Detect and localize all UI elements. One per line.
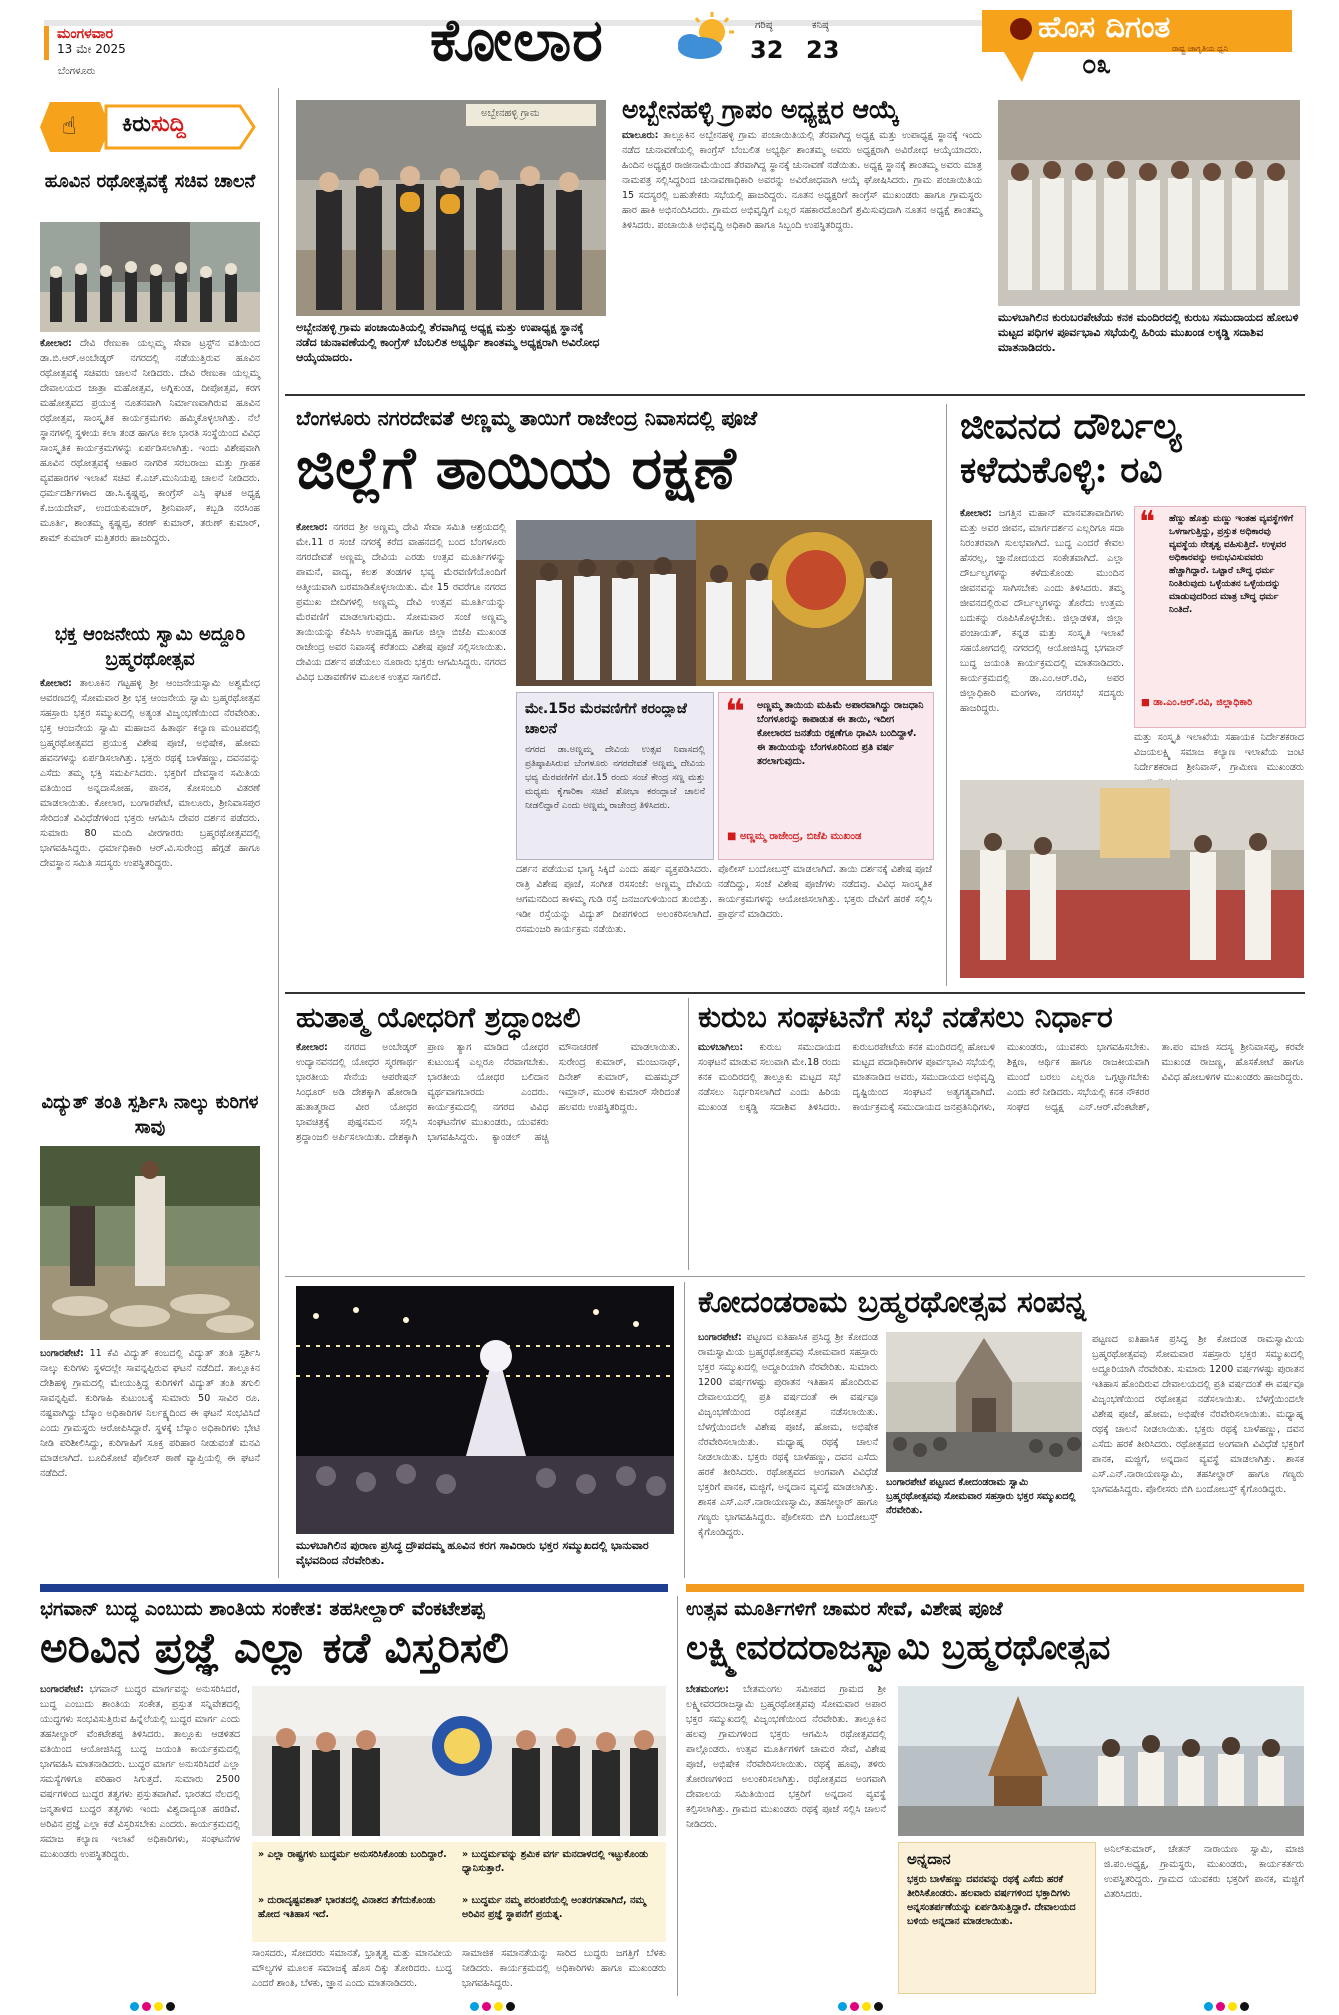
kiru-badge xyxy=(40,92,258,162)
ravi-quote-box xyxy=(1134,506,1306,728)
lead-right-divider xyxy=(946,404,947,986)
bottom-left-bar xyxy=(40,1584,668,1592)
hutatma-title: ಹುತಾತ್ಮ ಯೋಧರಿಗೆ ಶ್ರದ್ಧಾಂಜಲಿ xyxy=(296,1001,581,1034)
pointing-hand-icon: ☝ xyxy=(62,112,77,140)
row2-divider xyxy=(285,992,1305,994)
row1-divider xyxy=(285,394,1305,396)
date-box xyxy=(44,26,277,60)
koda-title: ಕೋದಂಡರಾಮ ಬ್ರಹ್ಮರಥೋತ್ಸವ ಸಂಪನ್ನ xyxy=(698,1285,1087,1320)
left-column-divider xyxy=(278,88,279,1578)
lead-kicker: ಬೆಂಗಳೂರು ನಗರದೇವತೆ ಅಣ್ಣಮ್ಮ ತಾಯಿಗೆ ರಾಜೇಂದ್ರ ನಿವಾಸದಲ್ಲಿ ಪೂಜೆ xyxy=(296,406,758,430)
page-number: ೦೩ xyxy=(1082,50,1112,80)
day-label: ಮಂಗಳವಾರ xyxy=(57,26,114,42)
ravi-photo xyxy=(960,780,1304,978)
kiru-label-a: ಕಿರು xyxy=(122,112,151,137)
max-temp-label: ಗರಿಷ್ಠ xyxy=(755,20,773,31)
registration-marks-far-right xyxy=(1204,1996,1252,2015)
buddha-body xyxy=(40,1682,240,1994)
ravi-quote-icon: ❝ xyxy=(1139,505,1156,540)
mulbagal-meeting-caption: ಮುಳಬಾಗಿಲಿನ ಕುರುಬರಪೇಟೆಯ ಕನಕ ಮಂದಿರದಲ್ಲಿ ಕುರುಬ ಸಮುದಾಯದ ಹೋಬಳಿ ಮಟ್ಟದ ಪಧಿಗಳ ಪೂರ್ವಭಾವಿ ಸಭೆಯಲ್ಲಿ ಹಿರಿಯ ಮುಖಂಡ ಲಕ್ಕಡ್ಡಿ ಸದಾಶಿವ ಮಾತನಾಡಿದರು. xyxy=(998,311,1299,354)
lead-dateline: ಕೋಲಾರ: xyxy=(296,522,328,533)
buddha-bullet-2: » ಬುದ್ಧರ್ಮವನ್ನು ಶ್ರಮಿಕ ವರ್ಗ ಮನದಾಳದಲ್ಲಿ ಇಟ್ಟುಕೊಂಡು ಧ್ಯಾನಿಸುತ್ತಾರೆ. xyxy=(462,1849,649,1874)
abbe-text: ತಾಲ್ಲೂಕಿನ ಅಬ್ಬೇನಹಳ್ಳಿ ಗ್ರಾಮ ಪಂಚಾಯಿತಿಯಲ್ಲಿ ತೆರವಾಗಿದ್ದ ಅಧ್ಯಕ್ಷ ಮತ್ತು ಉಪಾಧ್ಯಕ್ಷ ಸ್ಥಾನಕ್ಕೆ ಇಂದು ನಡೆದ ಚುನಾವಣೆಯಲ್ಲಿ ಕಾಂಗ್ರೆಸ್ ಬೆಂಬಲಿತ ಅಭ್ಯರ್ಥಿ ಶಾಂತಮ್ಮ ಅವರು ಅಧ್ಯಕ್ಷರಾಗಿ ಅವಿರೋಧ ಆಯ್ಕೆಯಾದರು. ಹಿಂದಿನ ಅಧ್ಯಕ್ಷರ ರಾಜೀನಾಮೆಯಿಂದ ತೆರವಾಗಿದ್ದ ಸ್ಥಾನಕ್ಕೆ ಚುನಾವಣೆ ನಡೆಯಿತು. ಅಧ್ಯಕ್ಷ ಸ್ಥಾನಕ್ಕೆ ಶಾಂತಮ್ಮ ಅವರು ಮಾತ್ರ ನಾಮಪತ್ರ ಸಲ್ಲಿಸಿದ್ದರಿಂದ ಚುನಾವಣಾಧಿಕಾರಿ ಅವರನ್ನು ಅವಿರೋಧವಾಗಿ ಆಯ್ಕೆ ಘೋಷಿಸಿದರು. ಗ್ರಾಮ ಪಂಚಾಯಿತಿಯ 15 ಸದಸ್ಯರಲ್ಲಿ ಬಹುತೇಕರು ಸಭೆಯಲ್ಲಿ ಹಾಜರಿದ್ದರು. ನೂತನ ಅಧ್ಯಕ್ಷರಿಗೆ ಕಾಂಗ್ರೆಸ್ ಮುಖಂಡರು ಹಾಗೂ ಗ್ರಾಮಸ್ಥರು ಹಾರ ಹಾಕಿ ಅಭಿನಂದಿಸಿದರು. ಗ್ರಾಮದ ಅಭಿವೃದ್ಧಿಗೆ ಎಲ್ಲರ ಸಹಕಾರದೊಂದಿಗೆ ಶ್ರಮಿಸುವುದಾಗಿ ನೂತನ ಅಧ್ಯಕ್ಷೆ ಶಾಂತಮ್ಮ ತಿಳಿಸಿದರು. ಪಂಚಾಯಿತಿ ಅಭಿವೃದ್ಧಿ ಅಧಿಕಾರಿ ಹಾಗೂ ಸಿಬ್ಬಂದಿ ಉಪಸ್ಥಿತರಿದ್ದರು. xyxy=(622,130,982,231)
koda-text: ಪಟ್ಟಣದ ಐತಿಹಾಸಿಕ ಪ್ರಸಿದ್ಧ ಶ್ರೀ ಕೋದಂಡ ರಾಮಸ್ವಾಮಿಯ ಬ್ರಹ್ಮರಥೋತ್ಸವವು ಸೋಮವಾರ ಸಹಸ್ರಾರು ಭಕ್ತರ ಸಮ್ಮುಖದಲ್ಲಿ ಅದ್ದೂರಿಯಾಗಿ ನೆರವೇರಿತು. ಸುಮಾರು 1200 ವರ್ಷಗಳಷ್ಟು ಪುರಾತನ ಇತಿಹಾಸ ಹೊಂದಿರುವ ದೇವಾಲಯದಲ್ಲಿ ಪ್ರತಿ ವರ್ಷದಂತೆ ಈ ವರ್ಷವೂ ವಿಜೃಂಭಣೆಯಿಂದ ರಥೋತ್ಸವ ನಡೆಸಲಾಯಿತು. ಬೆಳಗ್ಗೆಯಿಂದಲೇ ವಿಶೇಷ ಪೂಜೆ, ಹೋಮ, ಅಭಿಷೇಕ ನೆರವೇರಿಸಲಾಯಿತು. ಮಧ್ಯಾಹ್ನ ರಥಕ್ಕೆ ಚಾಲನೆ ನೀಡಲಾಯಿತು. ಭಕ್ತರು ರಥಕ್ಕೆ ಬಾಳೆಹಣ್ಣು, ದವನ ಎಸೆದು ಹರಕೆ ತೀರಿಸಿದರು. ರಥೋತ್ಸವದ ಅಂಗವಾಗಿ ವಿವಿಧೆಡೆ ಭಕ್ತರಿಗೆ ಪಾನಕ, ಮಜ್ಜಿಗೆ, ಅನ್ನದಾನ ವ್ಯವಸ್ಥೆ ಮಾಡಲಾಗಿತ್ತು. ಶಾಸಕ ಎಸ್.ಎನ್.ನಾರಾಯಣಸ್ವಾಮಿ, ತಹಸೀಲ್ದಾರ್ ಹಾಗೂ ಗಣ್ಯರು ಭಾಗವಹಿಸಿದ್ದರು. ಪೊಲೀಸರು ಬಿಗಿ ಬಂದೋಬಸ್ತ್ ಕೈಗೊಂಡಿದ್ದರು. xyxy=(698,1332,878,1538)
masthead xyxy=(0,0,1339,90)
buddha-bullet-2-text: ಬುದ್ಧರ್ಮವನ್ನು ಶ್ರಮಿಕ ವರ್ಗ ಮನದಾಳದಲ್ಲಿ ಇಟ್ಟುಕೊಂಡು ಧ್ಯಾನಿಸುತ್ತಾರೆ. xyxy=(462,1849,649,1874)
abbe-title: ಅಬ್ಬೇನಹಳ್ಳಿ ಗ್ರಾಪಂ ಅಧ್ಯಕ್ಷರ ಆಯ್ಕೆ xyxy=(622,95,900,124)
kiru-s1-title: ಹೂವಿನ ರಥೋತ್ಸವಕ್ಕೆ ಸಚಿವ ಚಾಲನೆ xyxy=(44,171,256,192)
lead-body-1 xyxy=(296,520,506,986)
lead-quote-by: ■ ಅಣ್ಣಮ್ಮ ರಾಜೇಂದ್ರ, ಬಿಜೆಪಿ ಮುಖಂಡ xyxy=(727,831,862,842)
bottom-center-divider xyxy=(677,1596,678,1996)
lakshmi-body xyxy=(686,1682,886,1994)
karaga-photo xyxy=(296,1286,674,1534)
kuruba-body xyxy=(698,1040,1304,1270)
lakshmi-kicker: ಉತ್ಸವ ಮೂರ್ತಿಗಳಿಗೆ ಚಾಮರ ಸೇವೆ, ವಿಶೇಷ ಪೂಜೆ xyxy=(686,1598,1003,1620)
buddha-photo xyxy=(252,1686,666,1836)
buddha-body-3: ಸಾಮಾಜಿಕ ಸಮಾನತೆಯನ್ನು ಸಾರಿದ ಬುದ್ಧರು ಜಗತ್ತಿಗೆ ಬೆಳಕು ನೀಡಿದರು. ಕಾರ್ಯಕ್ರಮದಲ್ಲಿ ಅಧಿಕಾರಿಗಳು ಹಾಗೂ ಮುಖಂಡರು ಭಾಗವಹಿಸಿದ್ದರು. xyxy=(462,1948,666,1989)
min-temp: 23 xyxy=(806,36,840,64)
buddha-body-2: ಸಾಂಸದರು, ಸೋದರರು ಸಮಾನತೆ, ಭ್ರಾತೃತ್ವ ಮತ್ತು ಮಾನವೀಯ ಮೌಲ್ಯಗಳ ಮೂಲಕ ಸಮಾಜಕ್ಕೆ ಹೊಸ ದಿಕ್ಕು ತೋರಿದರು. ಬುದ್ಧ ಎಂದರೆ ಶಾಂತಿ, ಬೆಳಕು, ಜ್ಞಾನ ಎಂದು ಮಾತನಾಡಿದರು. xyxy=(252,1948,452,1989)
hutatma-body xyxy=(296,1040,680,1270)
lakshmi-box-title: ಅನ್ನದಾನ xyxy=(907,1850,951,1868)
hutatma-text: ನಗರದ ಅಂಬೇಡ್ಕರ್ ಉದ್ಯಾನವನದಲ್ಲಿ ಯೋಧರ ಸ್ಮರಣಾರ್ಥ ಭಾರತೀಯ ಸೇನೆಯ ಆಪರೇಷನ್ ಸಿಂಧೂರ್ ಅಡಿ ದೇಶಕ್ಕಾಗಿ ಹೋರಾಡಿ ಹುತಾತ್ಮರಾದ ವೀರ ಯೋಧರ ಭಾವಚಿತ್ರಕ್ಕೆ ಪುಷ್ಪನಮನ ಸಲ್ಲಿಸಿ ಶ್ರದ್ಧಾಂಜಲಿ ಅರ್ಪಿಸಲಾಯಿತು. ದೇಶಕ್ಕಾಗಿ ಪ್ರಾಣ ತ್ಯಾಗ ಮಾಡಿದ ಯೋಧರ ಕುಟುಂಬಕ್ಕೆ ಎಲ್ಲರೂ ನೆರವಾಗಬೇಕು. ಭಾರತೀಯ ಯೋಧರ ಬಲಿದಾನ ವ್ಯರ್ಥವಾಗಬಾರದು ಎಂದರು. ಕಾರ್ಯಕ್ರಮದಲ್ಲಿ ನಗರದ ವಿವಿಧ ಸಂಘಟನೆಗಳ ಮುಖಂಡರು, ಯುವಕರು ಭಾಗವಹಿಸಿದ್ದರು. ಕ್ಯಾಂಡಲ್ ಹಚ್ಚಿ ಮೌನಾಚರಣೆ ಮಾಡಲಾಯಿತು. ಸುರೇಂದ್ರ ಕುಮಾರ್, ಮಂಜುನಾಥ್, ದಿನೇಶ್ ಕುಮಾರ್, ಮಹಮ್ಮದ್ ಇಮ್ರಾನ್, ಮುರಳಿ ಕುಮಾರ್ ಸೇರಿದಂತೆ ಹಲವರು ಉಪಸ್ಥಿತರಿದ್ದರು. xyxy=(296,1042,680,1143)
ravi-box-by-text: ಡಾ.ಎಂ.ಆರ್.ರವಿ, ಜಿಲ್ಲಾಧಿಕಾರಿ xyxy=(1153,697,1253,708)
kiru-s3-text: 11 ಕೆವಿ ವಿದ್ಯುತ್ ಕಂಬದಲ್ಲಿ ವಿದ್ಯುತ್ ತಂತಿ ಸ್ಪರ್ಶಿಸಿ ನಾಲ್ಕು ಕುರಿಗಳು ಸ್ಥಳದಲ್ಲೇ ಸಾವನ್ನಪ್ಪಿರುವ ಘಟನೆ ನಡೆದಿದೆ. ತಾಲ್ಲೂಕಿನ ದೇಶಿಹಳ್ಳಿ ಗ್ರಾಮದಲ್ಲಿ ಮೇಯುತ್ತಿದ್ದ ಕುರಿಗಳಿಗೆ ವಿದ್ಯುತ್ ತಂತಿ ತಗುಲಿ ಸಾವನ್ನಪ್ಪಿವೆ. ಕುರಿಗಾಹಿ ಕುಟುಂಬಕ್ಕೆ ಸುಮಾರು 50 ಸಾವಿರ ರೂ. ನಷ್ಟವಾಗಿದ್ದು ಬೆಸ್ಕಾಂ ಅಧಿಕಾರಿಗಳ ನಿರ್ಲಕ್ಷ್ಯದಿಂದ ಈ ಘಟನೆ ಸಂಭವಿಸಿದೆ ಎಂದು ಗ್ರಾಮಸ್ಥರು ಆರೋಪಿಸಿದ್ದಾರೆ. ಸ್ಥಳಕ್ಕೆ ಬೆಸ್ಕಾಂ ಅಧಿಕಾರಿಗಳು ಭೇಟಿ ನೀಡಿ ಪರಿಶೀಲಿಸಿದ್ದು, ಕುರಿಗಾಹಿಗೆ ಸೂಕ್ತ ಪರಿಹಾರ ನೀಡುವಂತೆ ಮನವಿ ಮಾಡಲಾಗಿದೆ. ಬೂದಿಕೋಟೆ ಪೊಲೀಸ್ ಠಾಣೆ ವ್ಯಾಪ್ತಿಯಲ್ಲಿ ಈ ಘಟನೆ ನಡೆದಿದೆ. xyxy=(40,1348,260,1479)
lakshmi-dateline: ಬೇತಮಂಗಲ: xyxy=(686,1684,729,1695)
registration-marks-center xyxy=(470,1996,518,2015)
kiru-s2-dateline: ಕೋಲಾರ: xyxy=(40,678,72,689)
kuruba-title: ಕುರುಬ ಸಂಘಟನೆಗೆ ಸಭೆ ನಡೆಸಲು ನಿರ್ಧಾರ xyxy=(698,1000,1113,1035)
abbe-photo xyxy=(296,100,606,316)
date-label: 13 ಮೇ 2025 xyxy=(57,42,126,56)
kiru-s2-title: ಭಕ್ತ ಆಂಜನೇಯ ಸ್ವಾಮಿ ಅದ್ದೂರಿ ಬ್ರಹ್ಮರಥೋತ್ಸವ xyxy=(54,624,246,670)
buddha-bullet-3: » ದುರಾದೃಷ್ಟವಶಾತ್ ಭಾರತದಲ್ಲಿ ವಿನಾಶದ ತೆಗೆದುಕೊಂಡು ಹೋದ ಇತಿಹಾಸ ಇದೆ. xyxy=(258,1895,436,1920)
lakshmi-text: ಬೇತಮಂಗಲ ಸಮೀಪದ ಗ್ರಾಮದ ಶ್ರೀ ಲಕ್ಷ್ಮೀವರದರಾಜಸ್ವಾಮಿ ಬ್ರಹ್ಮರಥೋತ್ಸವವು ಸೋಮವಾರ ಅಪಾರ ಭಕ್ತರ ಸಮ್ಮುಖದಲ್ಲಿ ವಿಜೃಂಭಣೆಯಿಂದ ನೆರವೇರಿತು. ತಾಲ್ಲೂಕಿನ ಹಲವು ಗ್ರಾಮಗಳಿಂದ ಭಕ್ತರು ಆಗಮಿಸಿ ರಥೋತ್ಸವದಲ್ಲಿ ಪಾಲ್ಗೊಂಡರು. ಉತ್ಸವ ಮೂರ್ತಿಗಳಿಗೆ ಚಾಮರ ಸೇವೆ, ವಿಶೇಷ ಪೂಜೆ, ಅಭಿಷೇಕ ನೆರವೇರಿಸಲಾಯಿತು. ರಥಕ್ಕೆ ಹೂವು, ತಳಿರು ತೋರಣಗಳಿಂದ ಅಲಂಕರಿಸಲಾಗಿತ್ತು. ರಥೋತ್ಸವದ ಅಂಗವಾಗಿ ದೇವಾಲಯ ಸಮಿತಿಯಿಂದ ಭಕ್ತರಿಗೆ ಅನ್ನದಾನ ವ್ಯವಸ್ಥೆ ಕಲ್ಪಿಸಲಾಗಿತ್ತು. ಗ್ರಾಮದ ಮುಖಂಡರು ರಥಕ್ಕೆ ಪೂಜೆ ಸಲ್ಲಿಸಿ ಚಾಲನೆ ನೀಡಿದರು. xyxy=(686,1684,886,1830)
kiru-s2-text: ತಾಲೂಕಿನ ಗಟ್ಟಹಳ್ಳಿ ಶ್ರೀ ಆಂಜನೇಯಸ್ವಾಮಿ ಅಶ್ವಮೇಧ ಆವರಣದಲ್ಲಿ ಸೋಮವಾರ ಶ್ರೀ ಭಕ್ತ ಆಂಜನೇಯ ಸ್ವಾಮಿ ಬ್ರಹ್ಮರಥೋತ್ಸವ ಸಹಸ್ರಾರು ಭಕ್ತರ ಸಮ್ಮುಖದಲ್ಲಿ ಅತ್ಯಂತ ವಿಜೃಂಭಣೆಯಿಂದ ನೆರವೇರಿತು. ಭಕ್ತ ಆಂಜನೇಯ ಸ್ವಾಮಿ ಮಹಾಜನ ಹಿತಾರ್ಥ ಕಲ್ಯಾಣ ಮಂಟಪದಲ್ಲಿ ಬ್ರಹ್ಮರಥೋತ್ಸವದ ಪ್ರಯುಕ್ತ ವಿಶೇಷ ಪೂಜೆ, ಅಭಿಷೇಕ, ಹೋಮ ಹವನಗಳನ್ನು ಏರ್ಪಡಿಸಲಾಗಿತ್ತು. ಭಕ್ತರು ರಥಕ್ಕೆ ಬಾಳೆಹಣ್ಣು, ದವನವನ್ನು ಎಸೆದು ತಮ್ಮ ಭಕ್ತಿ ಸಮರ್ಪಿಸಿದರು. ಭಕ್ತರಿಗೆ ದೇವಸ್ಥಾನ ಸಮಿತಿಯ ವತಿಯಿಂದ ಅನ್ನದಾಸೋಹ, ಪಾನಕ, ಕೋಸಂಬರಿ ವಿತರಣೆ ಮಾಡಲಾಯಿತು. ಕೋಲಾರ, ಬಂಗಾರಪೇಟೆ, ಮಾಲೂರು, ಶ್ರೀನಿವಾಸಪುರ ಸೇರಿದಂತೆ ವಿವಿಧೆಡೆಗಳಿಂದ ಭಕ್ತರು ಆಗಮಿಸಿ ದೇವರ ದರ್ಶನ ಪಡೆದರು. ಸುಮಾರು 80 ಮಂದಿ ವೀರಗಾರರು ಬ್ರಹ್ಮರಥೋತ್ಸವದಲ್ಲಿ ಭಾಗವಹಿಸಿದ್ದರು. ಧರ್ಮಾಧಿಕಾರಿ ಆರ್.ವಿ.ಸುರೇಂದ್ರ ಹೆಗ್ಗಡೆ ಹಾಗೂ ದೇವಸ್ಥಾನ ಸಮಿತಿ ಸದಸ್ಯರು ಉಪಸ್ಥಿತರಿದ್ದರು. xyxy=(40,678,260,869)
kiru-label-b: ಸುದ್ದಿ xyxy=(150,112,186,137)
abbe-sign: ಅಬ್ಬೇನಹಳ್ಳಿ ಗ್ರಾಮ xyxy=(481,108,540,119)
lead-box-body: ನಗರದ ಡಾ.ಅಣ್ಣಮ್ಮ ದೇವಿಯ ಉತ್ಸವ ನಿವಾಸದಲ್ಲಿ ಪ್ರತಿಷ್ಠಾಪಿಸಿರುವ ಬೆಂಗಳೂರು ನಗರದೇವತೆ ಅಣ್ಣಮ್ಮ ದೇವಿಯ ಭವ್ಯ ಮೆರವಣಿಗೆಗೆ ಮೇ.15 ರಂದು ಸಂಜೆ ಕೇಂದ್ರ ಸಣ್ಣ ಮತ್ತು ಮಧ್ಯಮ ಕೈಗಾರಿಕಾ ಸಚಿವೆ ಶೋಭಾ ಕರಂದ್ಲಾಜೆ ಚಾಲನೆ ನೀಡಲಿದ್ದಾರೆ ಎಂದು ಅಣ್ಣಮ್ಮ ರಾಜೇಂದ್ರ ತಿಳಿಸಿದರು. xyxy=(525,745,705,811)
mulbagal-meeting-photo xyxy=(998,100,1300,306)
lead-text-1: ನಗರದ ಶ್ರೀ ಅಣ್ಣಮ್ಮ ದೇವಿ ಸೇವಾ ಸಮಿತಿ ಆಶ್ರಯದಲ್ಲಿ ಮೇ.11 ರ ಸಂಜೆ ನಗರಕ್ಕೆ ಕರೆದ ವಾಹನದಲ್ಲಿ ಬಂದ ಬೆಂಗಳೂರು ನಗರದೇವತೆ ಅಣ್ಣಮ್ಮ ದೇವಿಯ ಎರಡು ಉತ್ಸವ ಮೂರ್ತಿಗಳನ್ನು ಪಾಮನೆ, ವಾದ್ಯ, ಕಲಶ ತಂಡಗಳ ಭವ್ಯ ಮೆರವಣಿಗೆಯೊಂದಿಗೆ ಆತ್ಮೀಯವಾಗಿ ಬರಮಾಡಿಕೊಳ್ಳಲಾಯಿತು. ಮೇ 15 ರವರೆಗೂ ನಗರದ ಪ್ರಮುಖ ಬೀದಿಗಳಲ್ಲಿ ಅಣ್ಣಮ್ಮ ದೇವಿ ಉತ್ಸವ ಮೂರ್ತಿಯನ್ನು ಮೆರವಣಿಗೆ ಮಾಡಲಾಗುವುದು. ಸೋಮವಾರ ಸಂಜೆ ಅಣ್ಣಮ್ಮ ತಾಯಿಯನ್ನು ಕೆಪಿಸಿಸಿ ಉಪಾಧ್ಯಕ್ಷ ಹಾಗೂ ಜಿಲ್ಲಾ ಬಿಜೆಪಿ ಮುಖಂಡ ರಾಜೇಂದ್ರ ಅವರ ನಿವಾಸಕ್ಕೆ ಕರೆತಂದು ವಿಶೇಷ ಪೂಜೆ ಸಲ್ಲಿಸಲಾಯಿತು. ದೇವಿಯ ದರ್ಶನ ಪಡೆಯಲು ನೂರಾರು ಭಕ್ತರು ಆಗಮಿಸಿದ್ದರು. ನಗರದ ವಿವಿಧ ಬಡಾವಣೆಗಳ ಮೂಲಕ ಉತ್ಸವ ಸಾಗಲಿದೆ. xyxy=(296,522,506,683)
buddha-headline: ಅರಿವಿನ ಪ್ರಜ್ಞೆ ಎಲ್ಲಾ ಕಡೆ ವಿಸ್ತರಿಸಲಿ xyxy=(40,1623,509,1672)
buddha-bullet-3-text: ದುರಾದೃಷ್ಟವಶಾತ್ ಭಾರತದಲ್ಲಿ ವಿನಾಶದ ತೆಗೆದುಕೊಂಡು ಹೋದ ಇತಿಹಾಸ ಇದೆ. xyxy=(258,1895,436,1920)
brand-logo-icon xyxy=(1010,18,1032,40)
kiru-s3-dateline: ಬಂಗಾರಪೇಟೆ: xyxy=(40,1348,84,1359)
buddha-kicker: ಭಗವಾನ್ ಬುದ್ಧ ಎಂಬುದು ಶಾಂತಿಯ ಸಂಕೇತ: ತಹಸೀಲ್ದಾರ್ ವೆಂಕಟೇಶಪ್ಪ xyxy=(40,1598,485,1620)
kuruba-dateline: ಮುಳಬಾಗಿಲು: xyxy=(698,1042,744,1053)
kiru-s1-photo xyxy=(40,222,260,332)
kiru-s1-text: ದೇವಿ ರೇಣುಕಾ ಯಲ್ಲಮ್ಮ ಸೇವಾ ಟ್ರಸ್ಟ್‌ನ ವತಿಯಿಂದ ಡಾ.ಬಿ.ಆರ್.ಅಂಬೇಡ್ಕರ್ ನಗರದಲ್ಲಿ ನಡೆಯುತ್ತಿರುವ ಹೂವಿನ ರಥೋತ್ಸವಕ್ಕೆ ಸಚಿವರು ಚಾಲನೆ ನೀಡಿದರು. ದೇವಿ ರೇಣುಕಾ ಯಲ್ಲಮ್ಮ ದೇವಾಲಯದ ಜಾತ್ರಾ ಮಹೋತ್ಸವ, ಅಗ್ನಿಕುಂಡ, ದೀಪೋತ್ಸವ, ಕರಗ ಮಹೋತ್ಸವದ ಪ್ರಯುಕ್ತ ನೂತನವಾಗಿ ನಿರ್ಮಾಣವಾಗಿರುವ ಹೂವಿನ ರಥೋತ್ಸವ, ಸಾಂಸ್ಕೃತಿಕ ಕಾರ್ಯಕ್ರಮಗಳು ಹಮ್ಮಿಕೊಳ್ಳಲಾಗಿತ್ತು. ನೆಲೆ ಸ್ಥಾನಗಳಲ್ಲಿ ಸ್ಥಳೀಯ ಕಲಾ ತಂಡ ಹಾಗೂ ಕಲಾ ಭಾರತಿ ಸಂಸ್ಥೆಯಿಂದ ವಿವಿಧ ಸಾಂಸ್ಕೃತಿಕ ಕಾರ್ಯಕ್ರಮಗಳನ್ನು ಏರ್ಪಡಿಸಲಾಗಿತ್ತು. ಇಂದು ವಿಶೇಷವಾಗಿ ಹೂವಿನ ರಥೋತ್ಸವಕ್ಕೆ ಆಹಾರ ನಾಗರಿಕ ಸರಬರಾಜು ಮತ್ತು ಗ್ರಾಹಕ ವ್ಯವಹಾರಗಳ ಇಲಾಖೆ ಸಚಿವ ಕೆ.ಎಚ್.ಮುನಿಯಪ್ಪ ಚಾಲನೆ ನೀಡಿದರು. ಧರ್ಮದರ್ಶಿಗಳಾದ ಡಾ.ಸಿ.ಕೃಷ್ಣಪ್ಪ, ಕಾಂಗ್ರೆಸ್ ಎಸ್ಸಿ ಘಟಕ ಅಧ್ಯಕ್ಷ ಕೆ.ಜಯದೇವ್, ಉದಯಕುಮಾರ್, ಶ್ರೀನಿವಾಸ್, ಕಬ್ಬಡಿ ನರಸಿಂಹ ಮೂರ್ತಿ, ಶಾಂತಮ್ಮ ಕೃಷ್ಣಪ್ಪ, ಕರಣ್ ಕುಮಾರ್, ತರುಣ್ ಕುಮಾರ್, ಶಾಮ್ ಕುಮಾರ್ ಮತ್ತಿತರರು ಹಾಜರಿದ್ದರು. xyxy=(40,338,260,544)
brand-name: ಹೊಸ ದಿಗಂತ xyxy=(1038,10,1171,45)
lead-quote-text: ಅಣ್ಣಮ್ಮ ತಾಯಿಯ ಮಹಿಮೆ ಅಪಾರವಾಗಿದ್ದು ರಾಜಧಾನಿ ಬೆಂಗಳೂರನ್ನು ಕಾಪಾಡುತ ಈ ತಾಯಿ, ಇದೀಗ ಕೋಲಾರದ ಜನತೆಯ ರಕ್ಷಣೆಗೂ ಧಾವಿಸಿ ಬಂದಿದ್ದಾಳೆ. ಈ ತಾಯಿಯನ್ನು ಬೆಂಗಳೂರಿನಿಂದ ಪ್ರತಿ ವರ್ಷ ತರಲಾಗುವುದು. xyxy=(757,700,924,767)
buddha-bullet-4-text: ಬುದ್ಧರ್ಮ ನಮ್ಮ ಪರಂಪರೆಯಲ್ಲಿ ಅಂತರಗತವಾಗಿದೆ, ನಮ್ಮ ಅರಿವಿನ ಪ್ರಜ್ಞೆ ಸ್ಥಾಪನೆಗೆ ಪ್ರಯತ್ನ. xyxy=(462,1895,646,1920)
lead-quote-box xyxy=(718,692,934,860)
registration-marks-right xyxy=(838,1996,886,2015)
lead-quote-by-text: ಅಣ್ಣಮ್ಮ ರಾಜೇಂದ್ರ, ಬಿಜೆಪಿ ಮುಖಂಡ xyxy=(739,831,862,842)
lead-info-box xyxy=(516,692,714,860)
kuruba-text: ಕುರುಬ ಸಮುದಾಯದ ಸಂಘಟನೆ ಮಾಡುವ ಸಲುವಾಗಿ ಮೇ.18 ರಂದು ಕನಕ ಮಂದಿರದಲ್ಲಿ ತಾಲ್ಲೂಕು ಮಟ್ಟದ ಸಭೆ ನಡೆಸಲು ನಿರ್ಧರಿಸಲಾಗಿದೆ ಎಂದು ಹಿರಿಯ ಮುಖಂಡ ಲಕ್ಕಡ್ಡಿ ಸದಾಶಿವ ತಿಳಿಸಿದರು. ಕುರುಬರಪೇಟೆಯ ಕನಕ ಮಂದಿರದಲ್ಲಿ ಹೋಬಳಿ ಮಟ್ಟದ ಪದಾಧಿಕಾರಿಗಳ ಪೂರ್ವಭಾವಿ ಸಭೆಯಲ್ಲಿ ಮಾತನಾಡಿದ ಅವರು, ಸಮುದಾಯದ ಅಭಿವೃದ್ಧಿ ದೃಷ್ಟಿಯಿಂದ ಸಂಘಟನೆ ಅತ್ಯಗತ್ಯವಾಗಿದೆ. ಕಾರ್ಯಕ್ರಮಕ್ಕೆ ಸಮುದಾಯದ ಜನಪ್ರತಿನಿಧಿಗಳು, ಮುಖಂಡರು, ಯುವಕರು ಭಾಗವಹಿಸಬೇಕು. ಶಿಕ್ಷಣ, ಆರ್ಥಿಕ ಹಾಗೂ ರಾಜಕೀಯವಾಗಿ ಮುಂದೆ ಬರಲು ಎಲ್ಲರೂ ಒಗ್ಗಟ್ಟಾಗಬೇಕು ಎಂದು ಕರೆ ನೀಡಿದರು. ಸಭೆಯಲ್ಲಿ ಕನಕ ನೌಕರರ ಸಂಘದ ಅಧ್ಯಕ್ಷ ಎನ್.ಆರ್.ವೆಂಕಟೇಶ್, ತಾ.ಪಂ ಮಾಜಿ ಸದಸ್ಯ ಶ್ರೀನಿವಾಸಪ್ಪ, ಕರವೇ ಮುಖಂಡ ರಾಜಣ್ಣ, ಹೊಸಕೋಟೆ ಹಾಗೂ ವಿವಿಧ ಹೋಬಳಿಗಳ ಮುಖಂಡರು ಹಾಜರಿದ್ದರು. xyxy=(698,1042,1304,1113)
lead-body-3: ಪೊಲೀಸ್ ಬಂದೋಬಸ್ತ್ ಮಾಡಲಾಗಿದೆ. ತಾಯಿ ದರ್ಶನಕ್ಕೆ ವಿಶೇಷ ಪೂಜೆ ನಡೆದಿದ್ದು, ಸಂಜೆ ವಿಶೇಷ ಪೂಜೆಗಳು ನಡೆದವು. ವಿವಿಧ ಸಾಂಸ್ಕೃತಿಕ ಕಾರ್ಯಕ್ರಮಗಳನ್ನು ಆಯೋಜಿಸಲಾಗಿತ್ತು. ಭಕ್ತರು ದೇವಿಗೆ ಹರಕೆ ಸಲ್ಲಿಸಿ ಪ್ರಾರ್ಥನೆ ಮಾಡಿದರು. xyxy=(718,864,932,920)
weather-icon xyxy=(670,12,740,62)
lakshmi-body-2: ಅನಿಲ್‌ಕುಮಾರ್, ಚೇತನ್ ನಾರಾಯಣ ಸ್ವಾಮಿ, ಮಾಜಿ ಜಿ.ಪಂ.ಅಧ್ಯಕ್ಷ, ಗ್ರಾಮಸ್ಥರು, ಮುಖಂಡರು, ಕಾರ್ಯಕರ್ತರು ಉಪಸ್ಥಿತರಿದ್ದರು. ಗ್ರಾಮದ ಯುವಕರು ಭಕ್ತರಿಗೆ ಪಾನಕ, ಮಜ್ಜಿಗೆ ವಿತರಿಸಿದರು. xyxy=(1104,1844,1304,1900)
koda-body xyxy=(698,1330,878,1578)
karaga-caption: ಮುಳಬಾಗಿಲಿನ ಪುರಾಣ ಪ್ರಸಿದ್ಧ ದ್ರೌಪದಮ್ಮ ಹೂವಿನ ಕರಗ ಸಾವಿರಾರು ಭಕ್ತರ ಸಮ್ಮುಖದಲ್ಲಿ ಭಾನುವಾರ ವೈಭವದಿಂದ ನೆರವೇರಿತು. xyxy=(296,1539,649,1567)
buddha-bullet-1-text: ಎಲ್ಲಾ ರಾಷ್ಟ್ರಗಳು ಬುದ್ಧರ್ಮ ಅನುಸರಿಸಿಕೊಂಡು ಬಂದಿದ್ದಾರೆ. xyxy=(267,1849,447,1860)
abbe-body xyxy=(622,128,982,384)
kiru-s2-body xyxy=(40,676,260,1086)
buddha-bullets xyxy=(252,1842,666,1942)
lakshmi-box xyxy=(898,1842,1096,1994)
koda-body-2: ಪಟ್ಟಣದ ಐತಿಹಾಸಿಕ ಪ್ರಸಿದ್ಧ ಶ್ರೀ ಕೋದಂಡ ರಾಮಸ್ವಾಮಿಯ ಬ್ರಹ್ಮರಥೋತ್ಸವವು ಸೋಮವಾರ ಸಹಸ್ರಾರು ಭಕ್ತರ ಸಮ್ಮುಖದಲ್ಲಿ ಅದ್ದೂರಿಯಾಗಿ ನೆರವೇರಿತು. ಸುಮಾರು 1200 ವರ್ಷಗಳಷ್ಟು ಪುರಾತನ ಇತಿಹಾಸ ಹೊಂದಿರುವ ದೇವಾಲಯದಲ್ಲಿ ಪ್ರತಿ ವರ್ಷದಂತೆ ಈ ವರ್ಷವೂ ವಿಜೃಂಭಣೆಯಿಂದ ರಥೋತ್ಸವ ನಡೆಸಲಾಯಿತು. ಬೆಳಗ್ಗೆಯಿಂದಲೇ ವಿಶೇಷ ಪೂಜೆ, ಹೋಮ, ಅಭಿಷೇಕ ನೆರವೇರಿಸಲಾಯಿತು. ಮಧ್ಯಾಹ್ನ ರಥಕ್ಕೆ ಚಾಲನೆ ನೀಡಲಾಯಿತು. ಭಕ್ತರು ರಥಕ್ಕೆ ಬಾಳೆಹಣ್ಣು, ದವನ ಎಸೆದು ಹರಕೆ ತೀರಿಸಿದರು. ರಥೋತ್ಸವದ ಅಂಗವಾಗಿ ವಿವಿಧೆಡೆ ಭಕ್ತರಿಗೆ ಪಾನಕ, ಮಜ್ಜಿಗೆ, ಅನ್ನದಾನ ವ್ಯವಸ್ಥೆ ಮಾಡಲಾಗಿತ್ತು. ಶಾಸಕ ಎಸ್.ಎನ್.ನಾರಾಯಣಸ್ವಾಮಿ, ತಹಸೀಲ್ದಾರ್ ಹಾಗೂ ಗಣ್ಯರು ಭಾಗವಹಿಸಿದ್ದರು. ಪೊಲೀಸರು ಬಿಗಿ ಬಂದೋಬಸ್ತ್ ಕೈಗೊಂಡಿದ್ದರು. xyxy=(1092,1334,1304,1495)
kiru-s1-body xyxy=(40,336,260,612)
registration-marks-left xyxy=(130,1996,178,2015)
lakshmi-box-body: ಭಕ್ತರು ಬಾಳೆಹಣ್ಣು ದವನವನ್ನು ರಥಕ್ಕೆ ಎಸೆದು ಹರಕೆ ತೀರಿಸಿಕೊಂಡರು. ಹಲವಾರು ವರ್ಷಗಳಿಂದ ಭಕ್ತಾದಿಗಳು ಅನ್ನಸಂತರ್ಪಣೆಯನ್ನು ಏರ್ಪಡಿಸುತ್ತಿದ್ದಾರೆ. ದೇವಾಲಯದ ಬಳಿಯ ಅನ್ನದಾನ ಮಾಡಲಾಯಿತು. xyxy=(907,1874,1076,1927)
abbe-dateline: ಮಾಲೂರು: xyxy=(622,130,659,141)
kiru-s3-photo xyxy=(40,1146,260,1340)
bottom-right-bar xyxy=(686,1584,1304,1592)
buddha-bullet-4: » ಬುದ್ಧರ್ಮ ನಮ್ಮ ಪರಂಪರೆಯಲ್ಲಿ ಅಂತರಗತವಾಗಿದೆ, ನಮ್ಮ ಅರಿವಿನ ಪ್ರಜ್ಞೆ ಸ್ಥಾಪನೆಗೆ ಪ್ರಯತ್ನ. xyxy=(462,1895,646,1920)
ravi-text: ಜಗತ್ತಿನ ಮಹಾನ್ ಮಾನವತಾವಾದಿಗಳು ಮತ್ತು ಅವರ ಜೀವನ, ಮಾರ್ಗದರ್ಶನ ಎಲ್ಲರಿಗೂ ಸದಾ ನಿರಂತರವಾಗಿ ಸುಲಭವಾಗಿದೆ. ಬುದ್ಧ ಎಂದರೆ ಕೇವಲ ಹೆಸರಲ್ಲ, ಜ್ಞಾನೋದಯದ ಸಂಕೇತವಾಗಿದೆ. ಎಲ್ಲಾ ದೌರ್ಬಲ್ಯಗಳನ್ನು ಕಳೆದುಕೊಂಡು ಮುಂದಿನ ಜೀವನವನ್ನು ಸಾಗಿಸಬೇಕು ಎಂದು ತಿಳಿಸಿದರು. ತಮ್ಮ ಜೀವನದಲ್ಲಿರುವ ದೌರ್ಬಲ್ಯಗಳನ್ನು ತೊರೆದು ಉತ್ತಮ ಬದುಕನ್ನು ರೂಪಿಸಿಕೊಳ್ಳಬೇಕು. ಜಿಲ್ಲಾಡಳಿತ, ಜಿಲ್ಲಾ ಪಂಚಾಯತ್, ಕನ್ನಡ ಮತ್ತು ಸಂಸ್ಕೃತಿ ಇಲಾಖೆ ಸಹಯೋಗದಲ್ಲಿ ನಗರದಲ್ಲಿ ಆಯೋಜಿಸಿದ್ದ ಭಗವಾನ್ ಬುದ್ಧ ಜಯಂತಿ ಕಾರ್ಯಕ್ರಮದಲ್ಲಿ ಮಾತನಾಡಿದರು. ಕಾರ್ಯಕ್ರಮದಲ್ಲಿ ಡಾ.ಎಂ.ಆರ್.ರವಿ, ಅಪರ ಜಿಲ್ಲಾಧಿಕಾರಿ ಮಂಗಳಾ, ನಗರಸಭೆ ಸದಸ್ಯರು ಹಾಜರಿದ್ದರು. xyxy=(960,508,1124,714)
ravi-dateline: ಕೋಲಾರ: xyxy=(960,508,992,519)
brand-tagline: ರಾಷ್ಟ್ರ ಜಾಗೃತಿಯ ಧ್ವನಿ xyxy=(1172,44,1229,53)
koda-dateline: ಬಂಗಾರಪೇಟೆ: xyxy=(698,1332,742,1343)
ravi-body-2: ಮತ್ತು ಸಂಸ್ಕೃತಿ ಇಲಾಖೆಯ ಸಹಾಯಕ ನಿರ್ದೇಶಕರಾದ ವಿಜಯಲಕ್ಷ್ಮಿ ಸಮಾಜ ಕಲ್ಯಾಣ ಇಲಾಖೆಯ ಜಂಟಿ ನಿರ್ದೇಶಕರಾದ ಶ್ರೀನಿವಾಸ್, ಗ್ರಾಮೀಣ ಮುಖಂಡರು xyxy=(1134,732,1304,773)
kiru-label xyxy=(122,112,186,137)
min-temp-label: ಕನಿಷ್ಠ xyxy=(812,20,829,31)
buddha-bullet-1: » ಎಲ್ಲಾ ರಾಷ್ಟ್ರಗಳು ಬುದ್ಧರ್ಮ ಅನುಸರಿಸಿಕೊಂಡು ಬಂದಿದ್ದಾರೆ. xyxy=(258,1849,447,1860)
hutatma-dateline: ಕೋಲಾರ: xyxy=(296,1042,328,1053)
city-label: ಬೆಂಗಳೂರು xyxy=(58,66,96,77)
lead-body-2: ದರ್ಶನ ಪಡೆಯುವ ಭಾಗ್ಯ ಸಿಕ್ಕಿದೆ ಎಂದು ಹರ್ಷ ವ್ಯಕ್ತಪಡಿಸಿದರು. ರಾತ್ರಿ ವಿಶೇಷ ಪೂಜೆ, ಸಂಗೀತ ರಸಸಂಜೆ: ಅಣ್ಣಮ್ಮ ದೇವಿಯ ಆಗಮನದಿಂದ ಕಾಳಮ್ಮ ಗುಡಿ ರಸ್ತೆ ಜನಜಂಗುಳಿಯಿಂದ ತುಂಬಿತ್ತು. ಇಡೀ ರಸ್ತೆಯನ್ನು ವಿದ್ಯುತ್ ದೀಪಗಳಿಂದ ಅಲಂಕರಿಸಲಾಗಿದೆ. ರಸಮಂಜರಿ ಕಾರ್ಯಕ್ರಮ ನಡೆಯಿತು. xyxy=(516,864,712,935)
lakshmi-headline: ಲಕ್ಷ್ಮೀವರದರಾಜಸ್ವಾಮಿ ಬ್ರಹ್ಮರಥೋತ್ಸವ xyxy=(686,1628,1111,1668)
kiru-s1-dateline: ಕೋಲಾರ: xyxy=(40,338,72,349)
lead-box-title: ಮೇ.15ರ ಮೆರವಣಿಗೆಗೆ ಕರಂದ್ಲಾಜೆ ಚಾಲನೆ xyxy=(525,701,687,737)
koda-divider xyxy=(684,1282,685,1578)
row3-divider xyxy=(285,1276,1305,1277)
buddha-text: ಭಗವಾನ್ ಬುದ್ಧರ ಮಾರ್ಗವನ್ನು ಅನುಸರಿಸಿದರೆ, ಬುದ್ಧ ಎಂಬುದು ಶಾಂತಿಯ ಸಂಕೇತ, ಪ್ರಸ್ತುತ ಸನ್ನಿವೇಶದಲ್ಲಿ ಯುದ್ಧಗಳು ಸಂಭವಿಸುತ್ತಿರುವ ಹಿನ್ನೆಲೆಯಲ್ಲಿ ಬುದ್ಧರ ಮಾರ್ಗ ಎಂದು ತಹಸೀಲ್ದಾರ್ ವೆಂಕಟೇಶಪ್ಪ ತಿಳಿಸಿದರು. ತಾಲ್ಲೂಕು ಆಡಳಿತದ ವತಿಯಿಂದ ಆಯೋಜಿಸಿದ್ದ ಬುದ್ಧ ಜಯಂತಿ ಕಾರ್ಯಕ್ರಮದಲ್ಲಿ ಭಾಗವಹಿಸಿ ಮಾತನಾಡಿದರು. ಬುದ್ಧರ ಮಾರ್ಗ ಅನುಸರಿಸಿದರೆ ಎಲ್ಲಾ ಸಮಸ್ಯೆಗಳಿಗೂ ಪರಿಹಾರ ಸಿಗುತ್ತದೆ. ಸುಮಾರು 2500 ವರ್ಷಗಳಿಂದ ಬುದ್ಧರ ತತ್ವಗಳು ಪ್ರಸ್ತುತವಾಗಿವೆ. ಭಾರತದ ನೆಲದಲ್ಲಿ ಜನ್ಮತಾಳಿದ ಬುದ್ಧರ ತತ್ವಗಳು ಇಂದು ವಿಶ್ವದಾದ್ಯಂತ ಹರಡಿವೆ. ಅರಿವಿನ ಪ್ರಜ್ಞೆ ಎಲ್ಲಾ ಕಡೆ ವಿಸ್ತರಿಸಬೇಕು ಎಂದರು. ಕಾರ್ಯಕ್ರಮದಲ್ಲಿ ಸಮಾಜ ಕಲ್ಯಾಣ ಇಲಾಖೆ ಅಧಿಕಾರಿಗಳು, ಸಂಘಟನೆಗಳ ಮುಖಂಡರು ಉಪಸ್ಥಿತರಿದ್ದರು. xyxy=(40,1684,240,1860)
kiru-s3-body xyxy=(40,1346,260,1566)
ravi-box-text: ಹೆಣ್ಣು ಹೊತ್ತು ಮಣ್ಣು ಇಂತಹ ವ್ಯವಸ್ಥೆಗಳಿಗೆ ಒಳಗಾಗುತ್ತಿದ್ದು, ಪ್ರಸ್ತುತ ಅಧಿಕಾರವು ವ್ಯವಸ್ಥೆಯ ನೇತೃತ್ವ ವಹಿಸುತ್ತಿದೆ. ಉಳ್ಳವರ ಅಧಿಕಾರವನ್ನು ಅನುಭವಿಸುವವರು ಹೆಚ್ಚಾಗಿದ್ದಾರೆ. ಒಟ್ಟಾರೆ ಬೌದ್ಧ ಧರ್ಮ ನಿಂತಿರುವುದು ಒಳ್ಳೆಯತನ ಒಳ್ಳೆಯದನ್ನು ಮಾಡುವುದರಿಂದ ಮಾತ್ರ ಬೌದ್ಧ ಧರ್ಮ ನಿಂತಿದೆ. xyxy=(1169,514,1294,615)
lead-headline: ಜಿಲ್ಲೆಗೆ ತಾಯಿಯ ರಕ್ಷಣೆ xyxy=(296,434,736,502)
quote-icon: ❝ xyxy=(725,692,745,732)
ravi-body xyxy=(960,506,1124,774)
koda-temple-caption: ಬಂಗಾರಪೇಟೆ ಪಟ್ಟಣದ ಕೋದಂಡರಾಮ ಸ್ವಾಮಿ ಬ್ರಹ್ಮರಥೋತ್ಸವವು ಸೋಮವಾರ ಸಹಸ್ರಾರು ಭಕ್ತರ ಸಮ್ಮುಖದಲ್ಲಿ ನೆರವೇರಿತು. xyxy=(886,1477,1076,1516)
lakshmi-photo xyxy=(898,1686,1304,1836)
brand-box xyxy=(982,4,1302,82)
lead-photo xyxy=(516,520,932,686)
kiru-s3-title: ವಿದ್ಯುತ್ ತಂತಿ ಸ್ಪರ್ಶಿಸಿ ನಾಲ್ಕು ಕುರಿಗಳ ಸಾವು xyxy=(41,1092,259,1138)
buddha-dateline: ಬಂಗಾರಪೇಟೆ: xyxy=(40,1684,84,1695)
ravi-box-by: ■ ಡಾ.ಎಂ.ಆರ್.ರವಿ, ಜಿಲ್ಲಾಧಿಕಾರಿ xyxy=(1141,697,1253,708)
hutatma-divider xyxy=(688,998,689,1270)
abbe-photo-caption: ಅಬ್ಬೇನಹಳ್ಳಿ ಗ್ರಾಮ ಪಂಚಾಯಿತಿಯಲ್ಲಿ ತೆರವಾಗಿದ್ದ ಅಧ್ಯಕ್ಷ ಮತ್ತು ಉಪಾಧ್ಯಕ್ಷ ಸ್ಥಾನಕ್ಕೆ ನಡೆದ ಚುನಾವಣೆಯಲ್ಲಿ ಕಾಂಗ್ರೆಸ್ ಬೆಂಬಲಿತ ಅಭ್ಯರ್ಥಿ ಶಾಂತಮ್ಮ ಅಧ್ಯಕ್ಷರಾಗಿ ಅವಿರೋಧ ಆಯ್ಕೆಯಾದರು. xyxy=(296,321,600,364)
ravi-title: ಜೀವನದ ದೌರ್ಬಲ್ಯ ಕಳೆದುಕೊಳ್ಳಿ: ರವಿ xyxy=(960,405,1182,491)
koda-temple-photo xyxy=(886,1332,1082,1472)
page-title: ಕೋಲಾರ xyxy=(430,6,604,74)
max-temp: 32 xyxy=(750,36,784,64)
